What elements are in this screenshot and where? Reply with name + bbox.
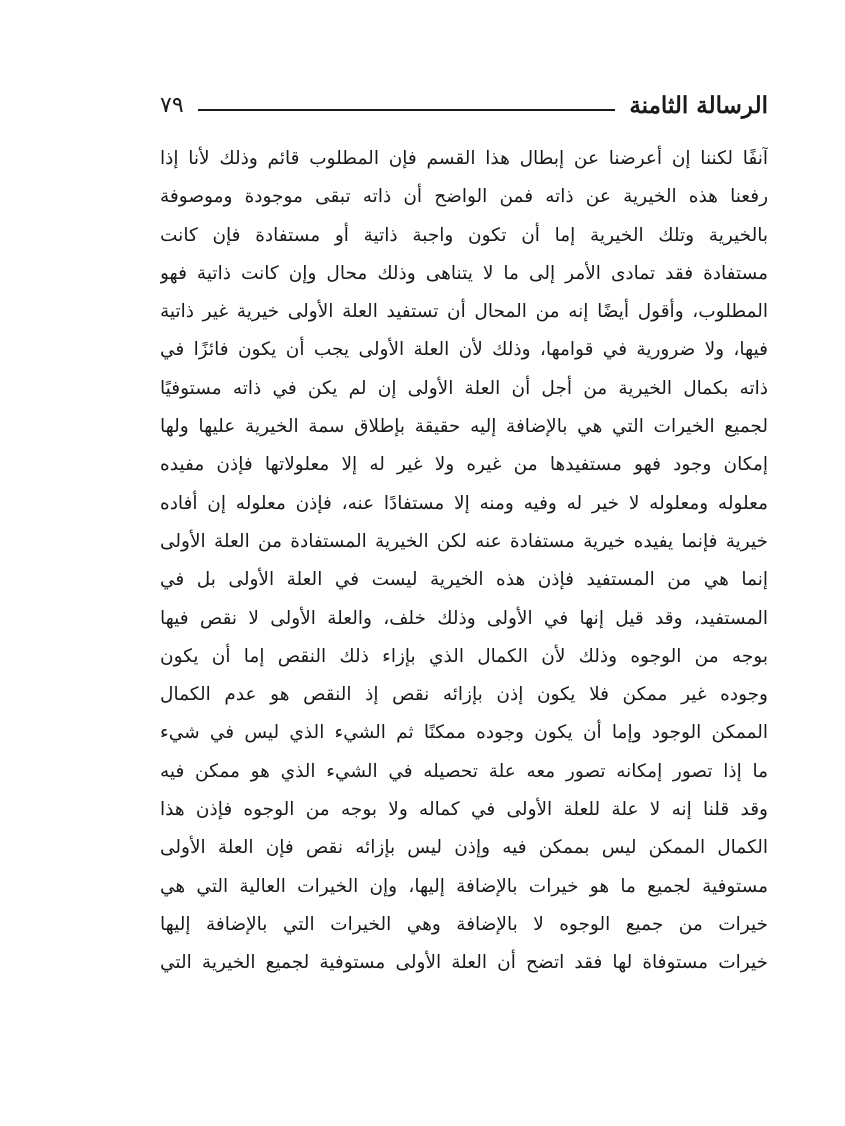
text-line: خيرية فإنما يفيده خيرية مستفادة عنه لكن الخيرية المستفادة من العلة الأولى [160,530,768,552]
text-line: بالخيرية وتلك الخيرية إما أن تكون واجبة ذاتية أو مستفادة فإن كانت [160,224,768,246]
text-line: الكمال الممكن ليس بممكن فيه وإذن ليس بإزائه نقص فإن العلة الأولى [160,837,768,859]
text-line: خيرات مستوفاة لها فقد اتضح أن العلة الأولى مستوفية لجميع الخيرية التي [160,952,768,974]
text-line: بوجه من الوجوه وذلك لأن الكمال الذي بإزاء ذلك النقص إما أن يكون [160,645,768,667]
text-line: وجوده غير ممكن فلا يكون إذن بإزائه نقص إذ النقص هو عدم الكمال [160,684,768,706]
text-line: آنفًا لكننا إن أعرضنا عن إبطال هذا القسم فإن المطلوب قائم وذلك لأنا إذا [160,148,768,169]
text-line: المطلوب، وأقول أيضًا إنه من المحال أن تستفيد العلة الأولى خيرية غير ذاتية [160,301,768,323]
header-rule [198,109,616,111]
text-line: المستفيد، وقد قيل إنها في الأولى وذلك خلف، والعلة الأولى لا نقص فيها [160,607,768,629]
text-line: ما إذا تصور إمكانه تصور معه علة تحصيله في الشيء الذي هو ممكن فيه [160,760,768,782]
text-line: رفعنا هذه الخيرية عن ذاته فمن الواضح أن ذاته تبقى موجودة وموصوفة [160,186,768,208]
text-line: مستوفية لجميع ما هو خيرات بالإضافة إليها، وإن الخيرات العالية التي هي [160,875,768,897]
text-line: معلوله ومعلوله لا خير له وفيه ومنه إلا مستفادًا عنه، فإذن معلوله إن أفاده [160,492,768,514]
text-line: لجميع الخيرات التي هي بالإضافة إليه حقيقة بإطلاق سمة الخيرية عليها ولها [160,416,768,438]
text-line: وقد قلنا إنه لا علة للعلة الأولى في كماله ولا بوجه من الوجوه فإذن هذا [160,799,768,821]
text-line: إنما هي من المستفيد فإذن هذه الخيرية ليست في العلة الأولى بل في [160,569,768,591]
text-line: مستفادة فقد تمادى الأمر إلى ما لا يتناهى وذلك محال وإن كانت ذاتية فهو [160,262,768,284]
text-line: إمكان وجود فهو مستفيدها من غيره ولا غير له إلا معلولاتها فإذن مفيده [160,454,768,476]
text-line: الممكن الوجود وإما أن يكون وجوده ممكنًا ثم الشيء الذي ليس في شيء [160,722,768,744]
text-line: ذاته بكمال الخيرية من أجل أن العلة الأولى إن لم يكن في ذاته مستوفيًا [160,377,768,399]
page-header [160,86,768,126]
running-title: الرسالة الثامنة [629,92,768,119]
page-number: ٧٩ [160,93,184,118]
text-line: خيرات من جميع الوجوه لا بالإضافة وهي الخيرات التي بالإضافة إليها [160,913,768,935]
body-text [160,140,768,983]
text-line: فيها، ولا ضرورية في قوامها، وذلك لأن العلة الأولى يجب أن يكون فائزًا في [160,339,768,361]
